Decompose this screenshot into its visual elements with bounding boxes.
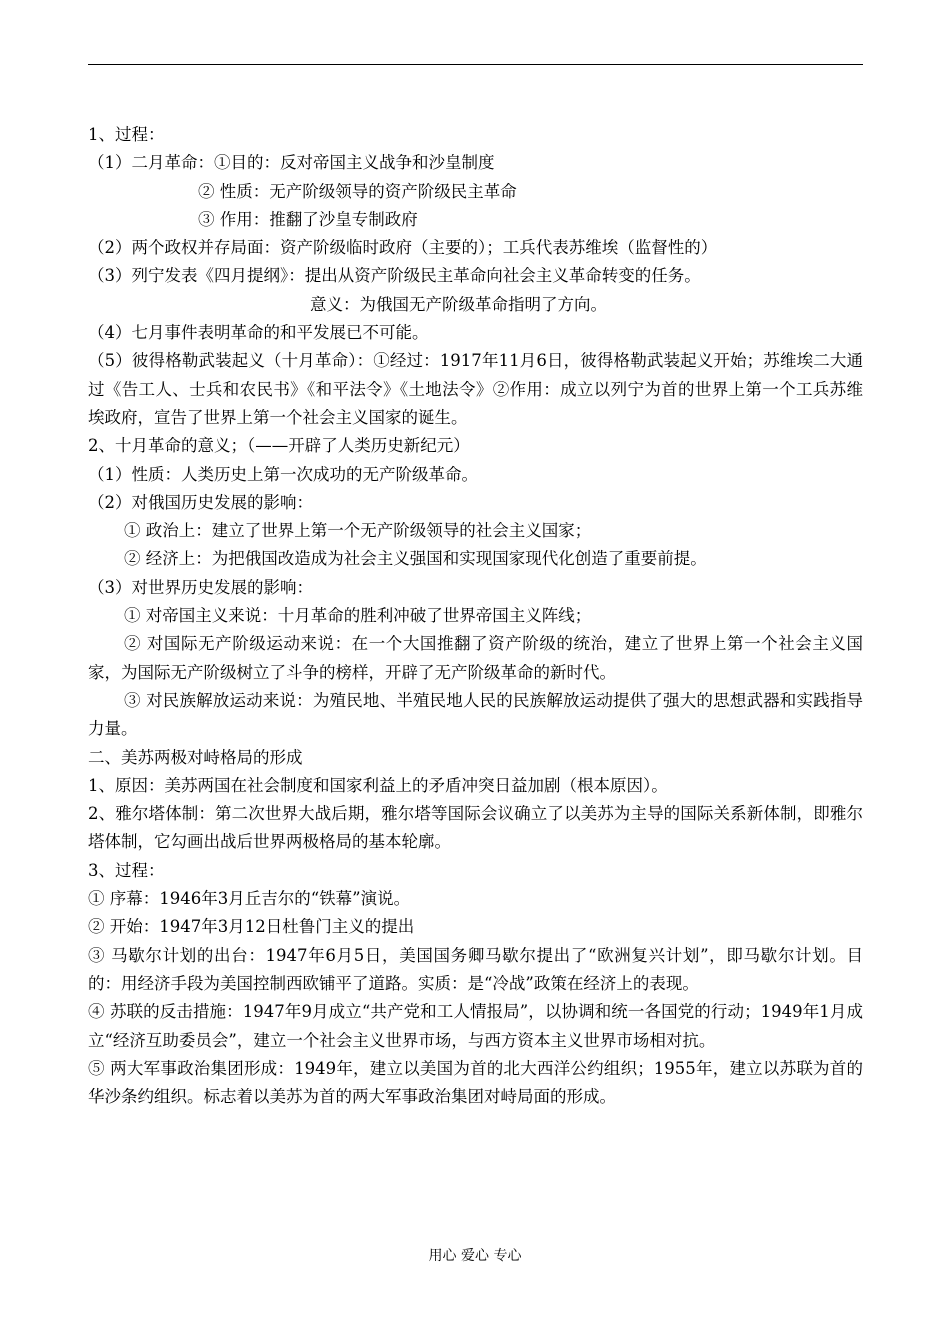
revolution-nature: （1）性质：人类历史上第一次成功的无产阶级革命。 [88, 464, 478, 484]
october-uprising-item: （5）彼得格勒武装起义（十月革命）：①经过：1917年11月6日，彼得格勒武装起义开始；苏维埃二大通过《告工人、士兵和农民书》《和平法令》《土地法令》②作用：成立以列宁为首的世界上第一个工兵苏维埃政府，宣告了世界上第一个社会主义国家的诞生。 [88, 351, 863, 427]
section1-heading: 1、过程： [88, 125, 165, 144]
header-rule [88, 64, 863, 65]
section2-heading: 2、十月革命的意义；（——开辟了人类历史新纪元） [88, 436, 470, 456]
yalta-system: 2、雅尔塔体制：第二次世界大战后期，雅尔塔等国际会议确立了以美苏为主导的国际关系新体制，即雅尔塔体制，它勾画出战后世界两极格局的基本轮廓。 [88, 804, 863, 852]
february-revolution-purpose: （1）二月革命：①目的：反对帝国主义战争和沙皇制度 [88, 153, 495, 173]
process-military-blocs: ⑤ 两大军事政治集团形成：1949年，建立以美国为首的北大西洋公约组织；1955年，建立以苏联为首的华沙条约组织。标志着以美苏为首的两大军事政治集团对峙局面的形成。 [88, 1058, 863, 1107]
april-theses-meaning: 意义：为俄国无产阶级革命指明了方向。 [310, 294, 607, 314]
document-body [88, 121, 863, 1111]
world-impact-imperialism: ① 对帝国主义来说：十月革命的胜利冲破了世界帝国主义阵线； [124, 606, 592, 626]
february-revolution-nature: ② 性质：无产阶级领导的资产阶级民主革命 [198, 181, 517, 201]
bipolar-process-heading: 3、过程： [88, 860, 165, 880]
world-impact-liberation: ③ 对民族解放运动来说：为殖民地、半殖民地人民的民族解放运动提供了强大的思想武器和实践指导力量。 [88, 690, 863, 739]
russia-impact-political: ① 政治上：建立了世界上第一个无产阶级领导的社会主义国家； [124, 521, 592, 541]
process-soviet-response: ④ 苏联的反击措施：1947年9月成立“共产党和工人情报局”，以协调和统一各国党的行动；1949年1月成立“经济互助委员会”，建立一个社会主义世界市场，与西方资本主义世界市场相对抗。 [88, 1002, 863, 1050]
world-impact-heading: （3）对世界历史发展的影响： [88, 577, 313, 597]
world-impact-proletariat: ② 对国际无产阶级运动来说：在一个大国推翻了资产阶级的统治，建立了世界上第一个社会主义国家，为国际无产阶级树立了斗争的榜样，开辟了无产阶级革命的新时代。 [88, 634, 863, 682]
process-start: ② 开始：1947年3月12日杜鲁门主义的提出 [88, 917, 415, 937]
russia-impact-economic: ② 经济上：为把俄国改造成为社会主义强国和实现国家现代化创造了重要前提。 [124, 549, 707, 569]
dual-power-item: （2）两个政权并存局面：资产阶级临时政府（主要的）；工兵代表苏维埃（监督性的） [88, 238, 718, 258]
bipolar-cause: 1、原因：美苏两国在社会制度和国家利益上的矛盾冲突日益加剧（根本原因）。 [88, 775, 668, 795]
april-theses-item: （3）列宁发表《四月提纲》：提出从资产阶级民主革命向社会主义革命转变的任务。 [88, 266, 701, 286]
february-revolution-effect: ③ 作用：推翻了沙皇专制政府 [198, 209, 418, 229]
process-marshall-plan: ③ 马歇尔计划的出台：1947年6月5日，美国国务卿马歇尔提出了“欧洲复兴计划”，即马歇尔计划。目的：用经济手段为美国控制西欧铺平了道路。实质：是“冷战”政策在经济上的表现。 [88, 945, 863, 993]
page-footer: 用心 爱心 专心 [428, 1248, 522, 1264]
russia-impact-heading: （2）对俄国历史发展的影响： [88, 492, 313, 512]
july-events-item: （4）七月事件表明革命的和平发展已不可能。 [88, 323, 429, 343]
process-prelude: ① 序幕：1946年3月丘吉尔的“铁幕”演说。 [88, 889, 411, 909]
part2-title: 二、美苏两极对峙格局的形成 [88, 747, 303, 767]
